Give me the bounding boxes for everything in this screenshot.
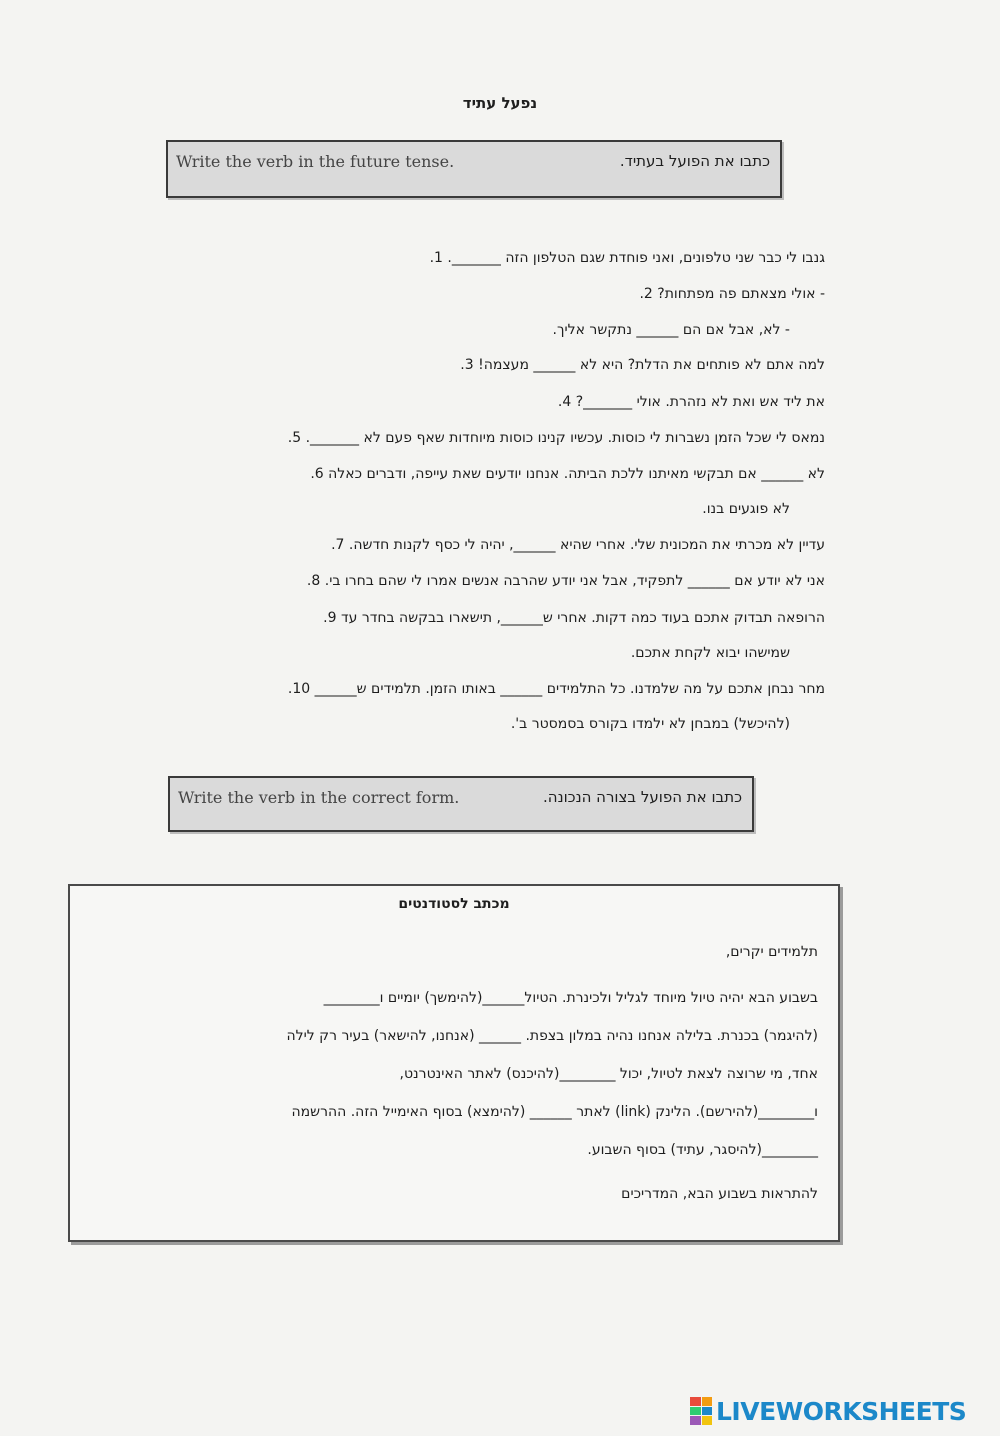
question-10-line-2: (להיכשל) במבחן לא ילמדו בקורס בסמסטר ב'. [510,716,790,732]
instruction-box-correct-form [168,776,754,832]
question-number: 10. [287,681,311,697]
question-text: את ליד אש ואת לא נזהרת. אולי _______? [575,394,825,410]
letter-line: (להיגמר) בכנרת. בלילה אנחנו נהיה במלון בצפת. ______ (אנחנו, להישאר) בעיר רק לילה [286,1028,818,1044]
instruction-english: Write the verb in the correct form. [178,788,460,807]
instruction-hebrew: כתבו את הפועל בצורה הנכונה. [543,788,742,806]
liveworksheets-logo-icon [690,1397,712,1425]
question-number: 7. [331,537,345,553]
liveworksheets-wordmark: LIVEWORKSHEETS [716,1396,967,1426]
question-4 [541,394,825,410]
question-7 [314,537,825,553]
question-number: 5. [287,430,302,446]
question-1 [413,250,825,266]
page-title: נפעל עתיד [462,94,538,112]
question-10 [280,681,825,697]
instruction-hebrew: כתבו את הפועל בעתיד. [619,152,770,170]
letter-closing: להתראות בשבוע הבא, המדריכים [621,1186,818,1202]
question-number: 2. [639,286,653,302]
letter-line: אחד, מי שרוצה לצאת לטיול, יכול ________(להיכנס) לאתר האינטרנט, [399,1066,818,1082]
letter-greeting: תלמידים יקרים, [725,944,818,960]
question-number: 3. [460,357,474,373]
question-3 [444,357,825,373]
letter-title: מכתב לסטודנטים [398,896,510,912]
letter-line: ________(להיסגר, עתיד) בסוף השבוע. [587,1142,818,1158]
question-text: למה אתם לא פותחים את הדלת? היא לא ______ מעצמה! [478,357,825,373]
question-2 [623,286,825,302]
liveworksheets-logo [690,1396,966,1426]
question-9 [307,610,825,626]
question-text: - אולי מצאתם פה מפתחות? [657,286,825,302]
question-number: 1. [429,250,443,266]
question-number: 8. [306,573,321,589]
instruction-english: Write the verb in the future tense. [176,152,455,171]
question-number: 4. [557,394,572,410]
question-6 [294,466,825,482]
question-8 [290,573,825,589]
question-6-line-2: לא פוגעים בנו. [702,501,790,517]
letter-line: ו________(להירשם). הלינק (link) לאתר ______ (להימצא) בסוף האימייל הזה. ההרשמה [291,1104,818,1120]
question-text: עדיין לא מכרתי את המכונית שלי. אחרי שהיא ______, יהיה לי כסף לקנות חדשה. [348,537,825,553]
instruction-box-future-tense [166,140,782,198]
question-number: 6. [310,466,324,482]
question-text: מחר נבחן אתכם על מה שלמדנו. כל התלמידים ______ באותו הזמן. תלמידים ש______ [314,681,825,697]
question-text: הרופאה תבדוק אתכם בעוד כמה דקות. אחרי ש______, תישארו בבקשה בחדר עד [340,610,825,626]
question-9-line-2: שמישהו יבוא לקחת אתכם. [630,645,790,661]
question-2-line-2: - לא, אבל אם הם ______ נתקשר אליך. [552,322,790,338]
question-text: אני לא יודע אם ______ לתפקיד, אבל אני יודע שהרבה אנשים אמרו לי שהם בחרו בי. [324,573,825,589]
question-text: לא ______ אם תבקשי מאיתנו ללכת הביתה. אנחנו יודעים שאת עייפה, ודברים כאלה [328,466,825,482]
question-text: גנבו לי כבר שני טלפונים, ואני פוחדת שגם הטלפון הזה _______. [447,250,825,266]
question-text: נמאס לי שכל הזמן נשברות לי כוסות. עכשיו קנינו כוסות מיוחדות שאף פעם לא _______. [305,430,825,446]
question-number: 9. [323,610,337,626]
letter-line: בשבוע הבא יהיה טיול מיוחד לגליל ולכינרת. הטיול______(להימשך) יומיים ו________ [323,990,818,1006]
question-5 [271,430,825,446]
letter-box [68,884,840,1242]
